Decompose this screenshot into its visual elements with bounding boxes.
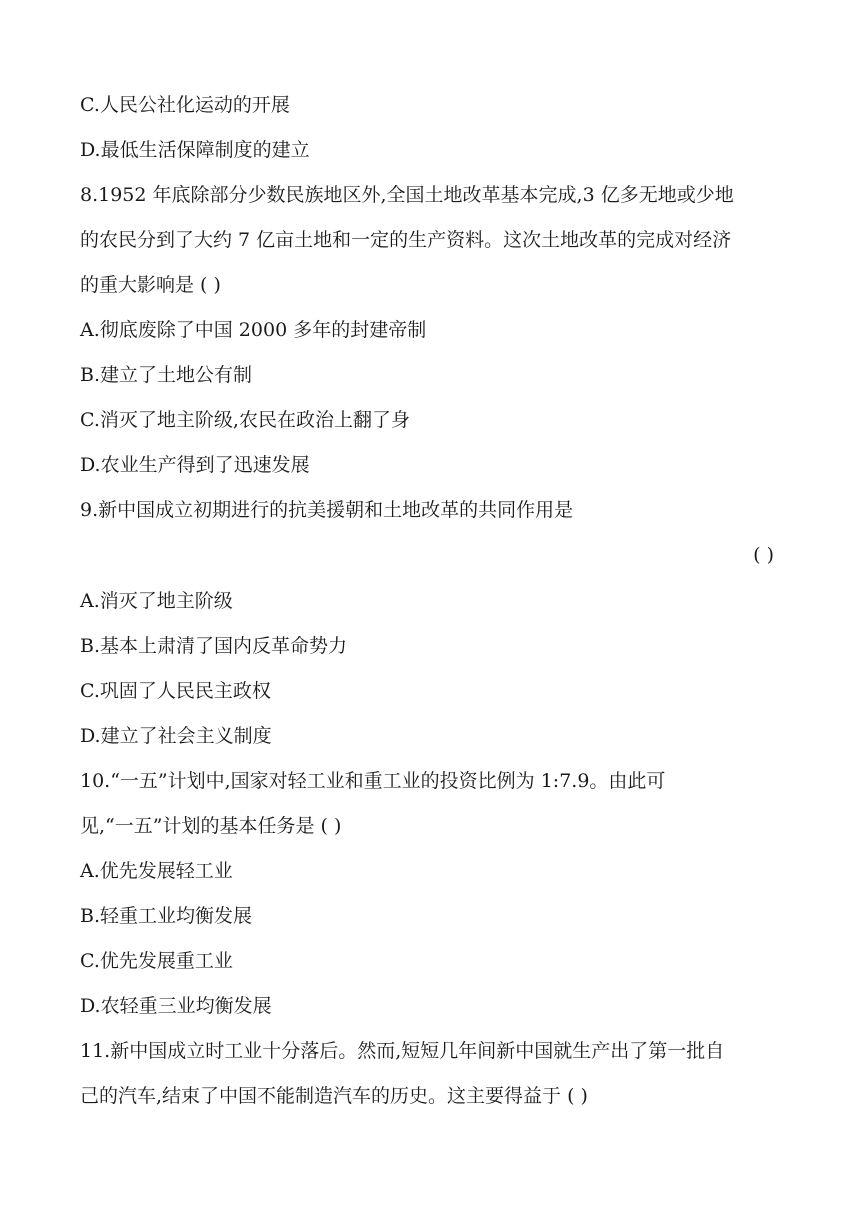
q9-option-a: A.消灭了地主阶级: [80, 590, 233, 612]
q8-option-c: C.消灭了地主阶级,农民在政治上翻了身: [80, 409, 410, 431]
q9-answer-bracket: ( ): [753, 544, 774, 566]
q8-stem-line2: 的农民分到了大约 7 亿亩土地和一定的生产资料。这次土地改革的完成对经济: [80, 229, 732, 251]
q8-option-d: D.农业生产得到了迅速发展: [80, 454, 310, 476]
q10-stem-line1: 10.“一五”计划中,国家对轻工业和重工业的投资比例为 1:7.9。由此可: [80, 770, 666, 792]
q11-stem-line2: 己的汽车,结束了中国不能制造汽车的历史。这主要得益于 ( ): [80, 1085, 588, 1107]
q11-stem-line1: 11.新中国成立时工业十分落后。然而,短短几年间新中国就生产出了第一批自: [80, 1040, 725, 1062]
q8-stem-line3: 的重大影响是 ( ): [80, 274, 221, 296]
q9-option-c: C.巩固了人民民主政权: [80, 680, 271, 702]
q10-stem-line2: 见,“一五”计划的基本任务是 ( ): [80, 815, 342, 837]
q7-option-d: D.最低生活保障制度的建立: [80, 139, 310, 161]
q10-option-a: A.优先发展轻工业: [80, 860, 233, 882]
q9-stem-line1: 9.新中国成立初期进行的抗美援朝和土地改革的共同作用是: [80, 499, 574, 521]
q10-option-d: D.农轻重三业均衡发展: [80, 995, 272, 1017]
q10-option-c: C.优先发展重工业: [80, 950, 233, 972]
q8-option-b: B.建立了土地公有制: [80, 364, 253, 386]
q9-option-b: B.基本上肃清了国内反革命势力: [80, 635, 348, 657]
q8-stem-line1: 8.1952 年底除部分少数民族地区外,全国土地改革基本完成,3 亿多无地或少地: [80, 184, 734, 206]
q10-option-b: B.轻重工业均衡发展: [80, 905, 253, 927]
q8-option-a: A.彻底废除了中国 2000 多年的封建帝制: [80, 319, 427, 341]
q7-option-c: C.人民公社化运动的开展: [80, 94, 290, 116]
q9-option-d: D.建立了社会主义制度: [80, 725, 272, 747]
